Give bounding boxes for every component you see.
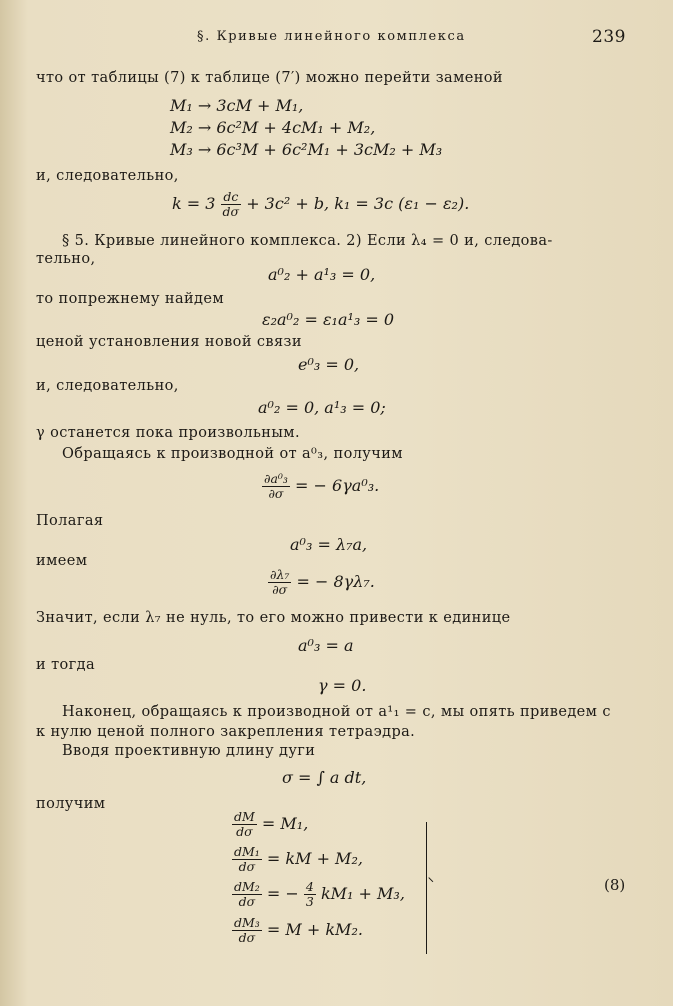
system-equation — [232, 845, 363, 874]
formula — [268, 568, 375, 597]
fraction-numerator: dM — [234, 809, 255, 824]
fraction-denominator: dσ — [238, 859, 256, 874]
formula-part: + 3c² + b, k₁ = 3c (ε₁ − ε₂). — [246, 194, 470, 213]
fraction-denominator: ∂σ — [268, 486, 284, 501]
formula: γ = 0. — [318, 676, 367, 695]
formula: a⁰₂ = 0, a¹₃ = 0; — [258, 398, 386, 417]
fraction — [304, 880, 316, 909]
fraction-denominator: dσ — [236, 824, 253, 839]
formula-part: = − 8γλ₇. — [296, 572, 375, 591]
fraction-denominator: dσ — [238, 894, 256, 909]
formula: ε₂a⁰₂ = ε₁a¹₃ = 0 — [262, 310, 395, 329]
text-line: тельно, — [36, 251, 96, 267]
fraction-numerator: dM₁ — [234, 844, 260, 859]
equation-number: (8) — [604, 876, 626, 894]
fraction-numerator: ∂a⁰₃ — [264, 471, 288, 486]
fraction — [232, 880, 262, 909]
text-line: к нулю ценой полного закрепления тетраэдра. — [36, 724, 416, 740]
fraction — [262, 472, 290, 501]
formula: a⁰₂ + a¹₃ = 0, — [268, 265, 376, 284]
formula: M₁ → 3cM + M₁, — [170, 96, 304, 115]
right-brace — [416, 822, 427, 954]
system-equation — [232, 916, 363, 945]
formula-part: = − 6γa⁰₃. — [295, 476, 380, 495]
system-equation — [232, 880, 405, 909]
fraction-denominator: dσ — [238, 930, 256, 945]
system-equation — [232, 810, 308, 839]
text-line: имеем — [36, 553, 88, 569]
fraction — [232, 916, 262, 945]
fraction — [268, 568, 291, 597]
text-line: и тогда — [36, 657, 95, 673]
text-line: Значит, если λ₇ не нуль, то его можно привести к единице — [36, 610, 511, 626]
fraction-denominator: 3 — [305, 894, 314, 909]
text-line: Наконец, обращаясь к производной от a¹₁ = c, мы опять приведем c — [62, 704, 611, 720]
formula — [172, 190, 469, 219]
formula — [262, 472, 379, 501]
text-line: то попрежнему найдем — [36, 291, 225, 307]
fraction-denominator: dσ — [222, 204, 240, 219]
formula-part: k = 3 — [172, 194, 216, 213]
formula-part: = M + kM₂. — [266, 920, 363, 939]
fraction-numerator: dc — [221, 190, 242, 205]
fraction — [232, 810, 257, 839]
running-header: §. Кривые линейного комплекса — [197, 29, 466, 44]
formula-part: = − — [266, 884, 299, 903]
formula-part: = M₁, — [261, 814, 309, 833]
text-line: γ останется пока произвольным. — [36, 425, 300, 441]
formula: σ = ∫ a dt, — [282, 768, 367, 787]
fraction-numerator: dM₂ — [234, 879, 260, 894]
fraction-numerator: dM₃ — [234, 915, 260, 930]
formula: M₂ → 6c²M + 4cM₁ + M₂, — [170, 118, 376, 137]
formula: M₃ → 6c³M + 6c²M₁ + 3cM₂ + M₃ — [170, 140, 443, 159]
text-line: что от таблицы (7) к таблице (7′) можно перейти заменой — [36, 70, 503, 86]
fraction-denominator: ∂σ — [272, 582, 288, 597]
formula: a⁰₃ = a — [298, 636, 354, 655]
formula: a⁰₃ = λ₇a, — [290, 535, 368, 554]
text-line: и, следовательно, — [36, 378, 179, 394]
fraction — [221, 190, 242, 219]
fraction-numerator: 4 — [305, 879, 314, 894]
text-line: Полагая — [36, 513, 104, 529]
text-line: и, следовательно, — [36, 168, 179, 184]
section-heading-line: § 5. Кривые линейного комплекса. 2) Если λ₄ = 0 и, следова- — [62, 233, 553, 249]
text-line: получим — [36, 796, 106, 812]
formula-part: kM₁ + M₃, — [320, 884, 405, 903]
formula: e⁰₃ = 0, — [298, 355, 360, 374]
text-line: Вводя проективную длину дуги — [62, 743, 316, 759]
text-line: ценой установления новой связи — [36, 334, 302, 350]
page-number: 239 — [592, 27, 626, 47]
text-line: Обращаясь к производной от a⁰₃, получим — [62, 446, 403, 462]
fraction-numerator: ∂λ₇ — [270, 567, 290, 582]
fraction — [232, 845, 262, 874]
formula-part: = kM + M₂, — [266, 849, 363, 868]
